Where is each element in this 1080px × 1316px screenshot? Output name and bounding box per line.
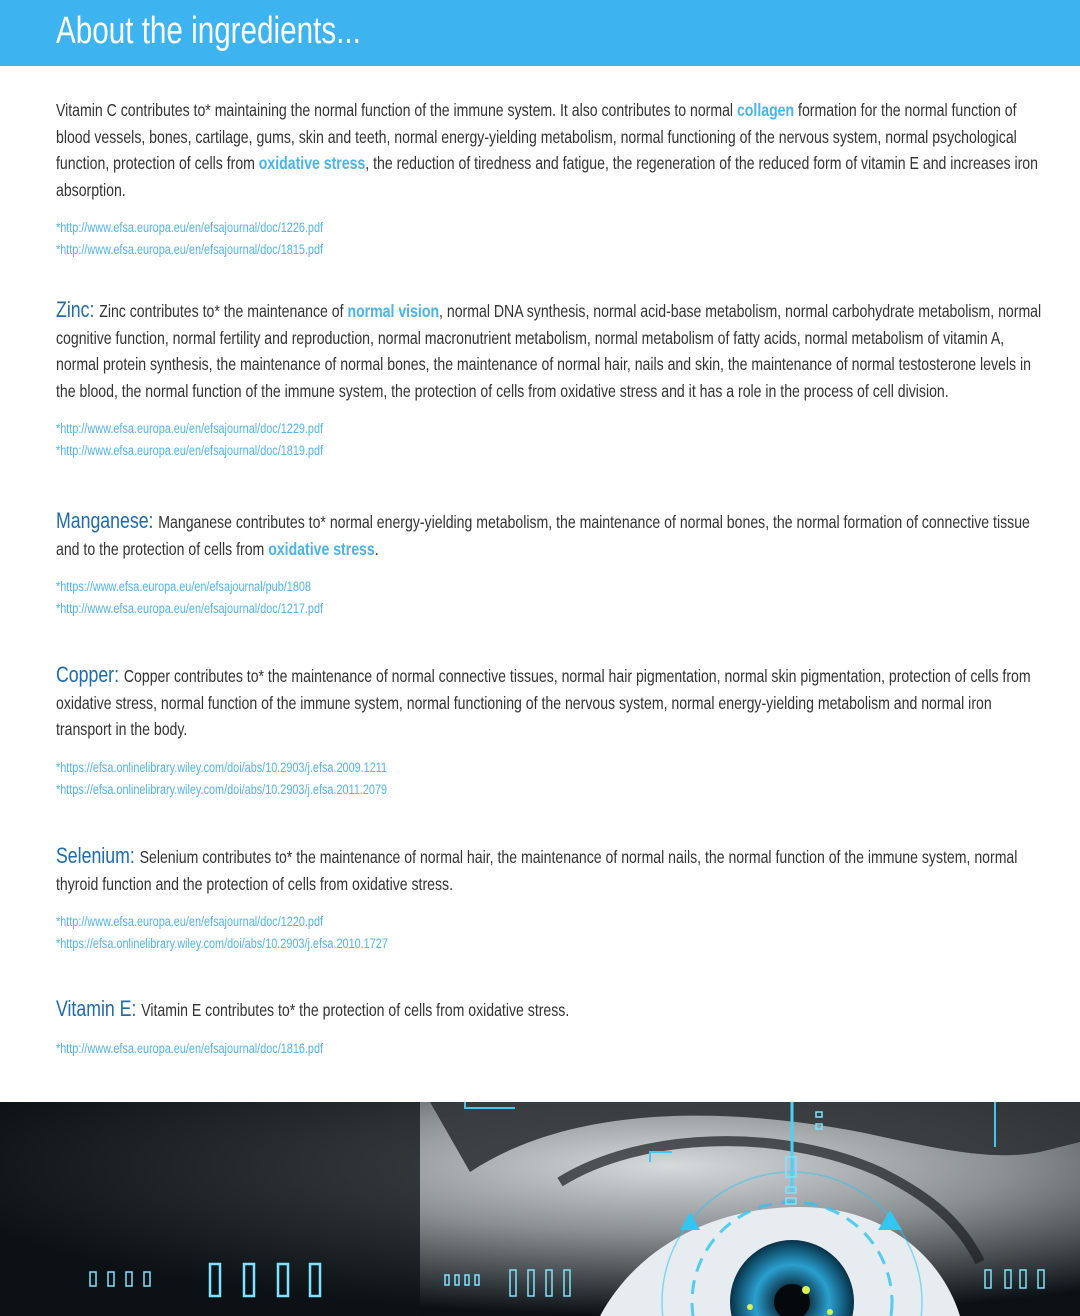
description-text: Vitamin C contributes to* maintaining the normal function of the immune system. It also contributes to normal [56,100,737,120]
reference-link[interactable]: *https://efsa.onlinelibrary.wiley.com/doi/abs/10.2903/j.efsa.2011.2079 [56,781,388,797]
page-header [0,0,1080,66]
ingredient-description [56,843,1046,897]
reference-links [56,576,1046,620]
description-text: Copper contributes to* the maintenance of normal connective tissues, normal hair pigmentation, normal skin pigmentation, protection of cells from oxidative stress, normal function of the immune system, normal functioning of the nervous system, normal energy-yielding metabolism and normal iron transport in the body. [56,666,1031,739]
section-manganese [56,508,1046,620]
reference-link[interactable]: *https://www.efsa.europa.eu/en/efsajournal/pub/1808 [56,579,311,594]
ingredient-description [56,508,1046,562]
description-text: Selenium contributes to* the maintenance of normal hair, the maintenance of normal nails, the normal function of the immune system, normal thyroid function and the protection of cells from oxidative stress. [56,847,1018,894]
reference-links [56,217,1046,261]
reference-links [56,1038,1046,1060]
reference-link[interactable]: *http://www.efsa.europa.eu/en/efsajournal/doc/1819.pdf [56,443,324,458]
description-text: formation for the normal function of blood vessels, bones, cartilage, gums, skin and teeth, normal energy-yielding metabolism, normal functioning of the nervous system, normal psychological function, protection of cells from [56,100,1017,173]
description-text: . [374,538,379,559]
section-vitamin-c [56,97,1046,261]
reference-link[interactable]: *https://efsa.onlinelibrary.wiley.com/doi/abs/10.2903/j.efsa.2009.1211 [56,759,388,775]
highlighted-keyword: oxidative stress [258,153,366,173]
description-text: Vitamin E contributes to* the protection of cells from oxidative stress. [141,1000,570,1020]
description-text: , normal DNA synthesis, normal acid-base metabolism, normal carbohydrate metabolism, normal cognitive function, normal fertility and reproduction, normal macronutrient metabolism, normal metabolism of fatty acids, normal metabolism of vitamin A, normal protein synthesis, the maintenance of normal bones, the maintenance of normal hair, nails and skin, the maintenance of normal testosterone levels in the blood, the normal function of the immune system, the protection of cells from oxidative stress and it has a role in the process of cell division. [56,301,1042,401]
reference-links [56,911,1046,955]
ingredient-name: Selenium: [56,843,135,868]
section-selenium [56,843,1046,955]
highlighted-keyword: normal vision [347,301,440,321]
ingredient-description [56,97,1046,203]
section-copper [56,662,1046,801]
section-vitamin-e [56,996,1046,1060]
eye-scan-graphic [0,1102,1080,1316]
ingredient-name: Vitamin E: [56,996,137,1021]
reference-links [56,418,1046,462]
ingredient-name: Manganese: [56,508,154,533]
description-text: Manganese contributes to* normal energy-yielding metabolism, the maintenance of normal bones, the normal formation of connective tissue and to the protection of cells from [56,512,1030,559]
ingredient-description [56,996,1046,1024]
ingredient-name: Zinc: [56,297,95,322]
reference-links [56,757,1046,801]
reference-link[interactable]: *http://www.efsa.europa.eu/en/efsajournal/doc/1816.pdf [56,1040,324,1056]
highlighted-keyword: collagen [736,100,795,120]
ingredient-name: Copper: [56,662,120,687]
reference-link[interactable]: *http://www.efsa.europa.eu/en/efsajournal/doc/1226.pdf [56,220,324,235]
reference-link[interactable]: *http://www.efsa.europa.eu/en/efsajournal/doc/1217.pdf [56,601,324,616]
reference-link[interactable]: *http://www.efsa.europa.eu/en/efsajournal/doc/1815.pdf [56,242,324,257]
ingredient-description [56,662,1046,743]
highlighted-keyword: oxidative stress [268,538,375,559]
reference-link[interactable]: *https://efsa.onlinelibrary.wiley.com/doi/abs/10.2903/j.efsa.2010.1727 [56,936,388,951]
description-text: , the reduction of tiredness and fatigue, the regeneration of the reduced form of vitamin E and increases iron absorption. [56,153,1038,200]
description-text: Zinc contributes to* the maintenance of [99,301,348,321]
page-title: About the ingredients... [56,10,361,52]
section-zinc [56,297,1046,462]
reference-link[interactable]: *http://www.efsa.europa.eu/en/efsajournal/doc/1220.pdf [56,914,324,929]
eye-scan-image [0,1102,1080,1316]
ingredient-description [56,297,1046,404]
reference-link[interactable]: *http://www.efsa.europa.eu/en/efsajournal/doc/1229.pdf [56,421,324,436]
